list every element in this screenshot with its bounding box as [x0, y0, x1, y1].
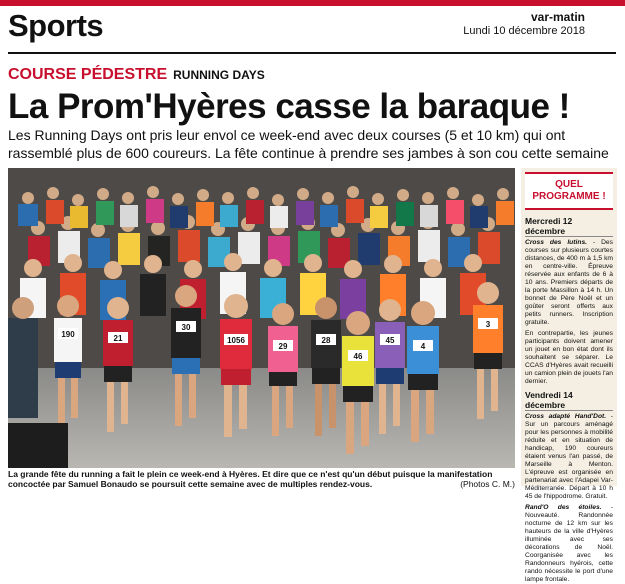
header-rule: [8, 52, 616, 54]
sidebar-title-line2: PROGRAMME !: [532, 191, 606, 202]
sidebar-title: [525, 172, 613, 210]
kicker-sub: RUNNING DAYS: [173, 68, 265, 82]
sidebar-paragraph: [525, 239, 613, 327]
issue-date: Lundi 10 décembre 2018: [463, 25, 585, 37]
kicker-main: COURSE PÉDESTRE: [8, 66, 168, 83]
bib-number-3: 29: [278, 342, 288, 351]
sidebar-title-line1: QUEL: [555, 179, 583, 190]
caption-text: La grande fête du running a fait le plein ce week-end à Hyères. Et dire que ce n'est qu'un début puisque la manifestation concoctée par Samuel Bonaudo se poursuit cette semaine avec de multiples rendez-vous.: [8, 469, 493, 489]
bib-number-2: 1056: [227, 336, 245, 345]
bib-number-6: 3: [485, 320, 491, 329]
section-title: Sports: [8, 8, 104, 43]
event-text: En contrepartie, les jeunes participants doivent amener un jouet en bon état dont ils souhaitent se séparer. Le CCAS d'Hyères avait recueilli un camion plein de jouets l'an dernier.: [525, 330, 613, 385]
event-text: - Nouveauté. Randonnée nocturne de 12 km sur les hauteurs de la ville d'Hyères illuminée avec ses décorations de Noël. Coorganisée avec les Randonneurs hyérois, cette rando nécessite le port d'une lampe frontale.: [525, 504, 614, 583]
photo-caption: [8, 469, 515, 489]
race-photo: [8, 168, 515, 468]
bib-number-1: 190: [61, 330, 75, 339]
program-sidebar: [521, 168, 617, 583]
bib-number-9: 4: [420, 342, 426, 351]
bib-number-5: 45: [385, 336, 395, 345]
event-text: - Sur un parcours aménagé pour les personnes à mobilité réduite et en situation de handicap, 190 coureurs étaient venus l'an passé, de Marseille à Menton. L'épreuve est organisée en partenariat avec l'Adapei Var-Méditerranée. Départ à 10 h 45 de l'hippodrome. Gratuit.: [525, 413, 613, 500]
bib-number-10: 28: [321, 336, 331, 345]
event-name: Cross des lutins.: [525, 239, 588, 246]
photo-credit: (Photos C. M.): [460, 479, 515, 489]
article-headline: La Prom'Hyères casse la baraque !: [8, 87, 570, 126]
sidebar-paragraph: [525, 413, 613, 501]
newspaper-name: var-matin: [530, 10, 585, 24]
sidebar-paragraph: [525, 504, 613, 584]
sidebar-day-heading: Mercredi 12 décembre: [525, 216, 613, 237]
bib-number-4: 46: [353, 352, 363, 361]
top-accent-bar: [0, 0, 625, 6]
article-lead: Les Running Days ont pris leur envol ce week-end avec deux courses (5 et 10 km) qui ont rassemblé plus de 600 coureurs. La fête continue à prendre ses jambes à son cou cette semaine: [8, 127, 609, 161]
sidebar-paragraph: [525, 330, 613, 386]
event-name: Rand'O des étoiles.: [525, 504, 602, 511]
article-kicker: [8, 66, 265, 84]
bib-number-8: 21: [113, 334, 123, 343]
event-name: Cross adapté Hand'Dot.: [525, 413, 607, 420]
bib-number-7: 30: [181, 323, 191, 332]
sidebar-day-heading: Vendredi 14 décembre: [525, 390, 613, 411]
event-text: - Des courses sur plusieurs courtes distances, de 400 m à 1,5 km en centre-ville. Épreuve réservée aux enfants de 6 à 10 ans. Premiers départs de la porte Massillon à 14 h. Un bonnet de Père Noël et un goûter seront offerts aux petits runners. Inscription gratuite.: [525, 239, 613, 326]
race-photo-illustration: [8, 168, 515, 468]
